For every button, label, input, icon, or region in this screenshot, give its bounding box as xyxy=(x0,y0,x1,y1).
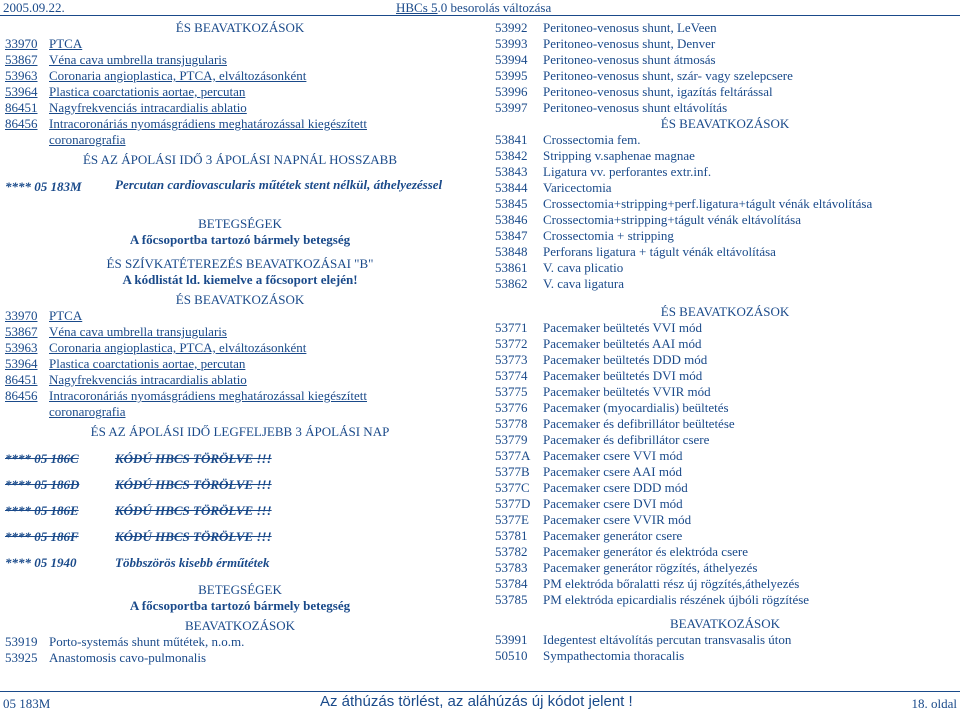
procedure-name: Coronaria angioplastica, PTCA, elváltozásonként xyxy=(49,340,307,355)
procedure-code: 86451 xyxy=(5,372,38,387)
code-row xyxy=(495,336,955,352)
procedure-name: Pacemaker beültetés VVIR mód xyxy=(543,384,711,399)
procedure-name: Plastica coarctationis aortae, percutan xyxy=(49,84,246,99)
procedure-code: 53993 xyxy=(495,36,528,51)
procedure-code: 53995 xyxy=(495,68,528,83)
procedure-name: Pacemaker és defibrillátor beültetése xyxy=(543,416,735,431)
procedure-name: Peritoneo-venosus shunt eltávolítás xyxy=(543,100,728,115)
code-row xyxy=(5,634,475,650)
header-divider xyxy=(0,15,960,16)
procedure-name: Pacemaker csere VVI mód xyxy=(543,448,683,463)
diseases-heading: BETEGSÉGEK xyxy=(198,582,282,597)
code-row xyxy=(495,228,955,244)
procedure-code xyxy=(5,132,49,148)
code-row xyxy=(5,100,475,116)
procedure-code: 5377D xyxy=(495,496,531,511)
section-heading: ÉS BEAVATKOZÁSOK xyxy=(175,20,305,35)
procedure-code: 53867 xyxy=(5,324,38,339)
procedure-code: 53843 xyxy=(495,164,528,179)
procedure-name: Pacemaker beültetés DDD mód xyxy=(543,352,708,367)
procedure-code: 53867 xyxy=(5,52,38,67)
code-list-note: A kódlistát ld. kiemelve a főcsoport elején! xyxy=(122,272,358,287)
hbcs-description: Többszörös kisebb érműtétek xyxy=(115,555,270,570)
procedure-code: 53994 xyxy=(495,52,528,67)
code-list xyxy=(495,20,955,116)
procedure-code: 53779 xyxy=(495,432,528,447)
procedure-code: 86456 xyxy=(5,116,38,131)
code-row xyxy=(5,324,475,340)
procedure-name: Peritoneo-venosus shunt, Denver xyxy=(543,36,716,51)
procedure-name: Pacemaker beültetés AAI mód xyxy=(543,336,702,351)
code-list xyxy=(495,320,955,608)
code-row xyxy=(5,308,475,324)
procedure-code: 53991 xyxy=(495,632,528,647)
procedure-code: 53844 xyxy=(495,180,528,195)
procedure-name: coronarografia xyxy=(49,132,126,147)
code-row xyxy=(495,528,955,544)
code-row xyxy=(495,100,955,116)
procedure-code: 53862 xyxy=(495,276,528,291)
procedure-name: Stripping v.saphenae magnae xyxy=(543,148,695,163)
procedures-heading: BEAVATKOZÁSOK xyxy=(184,618,296,633)
code-row xyxy=(5,68,475,84)
code-row xyxy=(5,116,475,132)
procedure-code: 53996 xyxy=(495,84,528,99)
procedure-name: Peritoneo-venosus shunt átmosás xyxy=(543,52,716,67)
procedure-code: 53919 xyxy=(5,634,38,649)
code-row xyxy=(495,560,955,576)
procedure-name: Pacemaker csere AAI mód xyxy=(543,464,682,479)
procedure-name: Sympathectomia thoracalis xyxy=(543,648,685,663)
procedure-name: Peritoneo-venosus shunt, igazítás feltárással xyxy=(543,84,773,99)
diseases-heading: BETEGSÉGEK xyxy=(198,216,282,231)
procedure-name: Pacemaker generátor rögzítés, áthelyezés xyxy=(543,560,758,575)
section-heading: ÉS BEAVATKOZÁSOK xyxy=(175,292,305,307)
header-title-rest: .0 besorolás változása xyxy=(437,0,552,15)
page-number: 18. oldal xyxy=(911,696,957,711)
code-row xyxy=(495,212,955,228)
section-heading: ÉS BEAVATKOZÁSOK xyxy=(660,116,790,131)
procedure-code: 53774 xyxy=(495,368,528,383)
procedure-name: Idegentest eltávolítás percutan transvasalis úton xyxy=(543,632,792,647)
code-row xyxy=(5,36,475,52)
procedure-name: Pacemaker beültetés DVI mód xyxy=(543,368,703,383)
procedure-code: 53963 xyxy=(5,68,38,83)
code-row xyxy=(5,650,475,666)
code-row xyxy=(5,340,475,356)
code-row xyxy=(495,448,955,464)
hbcs-description: KÓDÚ HBCS TÖRÖLVE !!! xyxy=(115,529,272,544)
code-row xyxy=(495,196,955,212)
procedure-name: Pacemaker és defibrillátor csere xyxy=(543,432,710,447)
procedure-code: 53772 xyxy=(495,336,528,351)
procedure-code: 53963 xyxy=(5,340,38,355)
right-column xyxy=(495,20,955,664)
procedure-code: 5377B xyxy=(495,464,530,479)
code-row xyxy=(5,404,475,420)
procedure-name: Ligatura vv. perforantes extr.inf. xyxy=(543,164,712,179)
hbcs-code: **** 05 1940 xyxy=(5,555,77,570)
code-row xyxy=(495,320,955,336)
code-row xyxy=(5,84,475,100)
procedure-code: 53773 xyxy=(495,352,528,367)
procedure-code: 53845 xyxy=(495,196,528,211)
code-row xyxy=(495,148,955,164)
procedure-name: Porto-systemás shunt műtétek, n.o.m. xyxy=(49,634,245,649)
procedure-code: 5377A xyxy=(495,448,531,463)
code-list xyxy=(495,632,955,664)
code-row xyxy=(495,432,955,448)
deleted-hbcs-entry xyxy=(5,474,475,496)
section-heading: ÉS BEAVATKOZÁSOK xyxy=(660,304,790,319)
procedure-name: Pacemaker generátor csere xyxy=(543,528,683,543)
hbcs-code: **** 05 186E xyxy=(5,503,79,518)
procedure-name: Perforans ligatura + tágult vénák eltávolítása xyxy=(543,244,776,259)
code-row xyxy=(495,20,955,36)
footer-divider xyxy=(0,691,960,692)
procedure-code: 5377E xyxy=(495,512,529,527)
procedure-code: 53964 xyxy=(5,84,38,99)
procedure-name: PM elektróda bőralatti rész új rögzítés,áthelyezés xyxy=(543,576,800,591)
procedure-name: PM elektróda epicardialis részének újbóli rögzítése xyxy=(543,592,810,607)
catheter-heading: ÉS SZÍVKATÉTEREZÉS BEAVATKOZÁSAI "B" xyxy=(106,256,374,271)
hbcs-code: **** 05 183M xyxy=(5,179,82,194)
diseases-note: A főcsoportba tartozó bármely betegség xyxy=(129,232,351,247)
procedure-name: Peritoneo-venosus shunt, szár- vagy szelepcsere xyxy=(543,68,793,83)
code-row xyxy=(495,464,955,480)
code-list xyxy=(495,132,955,292)
procedure-code: 53847 xyxy=(495,228,528,243)
diseases-note: A főcsoportba tartozó bármely betegség xyxy=(129,598,351,613)
procedure-code: 53964 xyxy=(5,356,38,371)
code-list xyxy=(5,36,475,148)
code-row xyxy=(495,36,955,52)
procedure-code: 53778 xyxy=(495,416,528,431)
procedure-code: 53785 xyxy=(495,592,528,607)
procedure-name: Intracoronáriás nyomásgrádiens meghatározással kiegészített xyxy=(49,388,368,403)
header-date: 2005.09.22. xyxy=(3,0,65,15)
code-row xyxy=(495,480,955,496)
procedure-code: 33970 xyxy=(5,36,38,51)
code-row xyxy=(495,84,955,100)
procedure-name: Nagyfrekvenciás intracardialis ablatio xyxy=(49,100,247,115)
footer-code: 05 183M xyxy=(3,696,51,711)
page-footer xyxy=(0,691,960,714)
procedure-name: Pacemaker beültetés VVI mód xyxy=(543,320,702,335)
procedure-code: 53848 xyxy=(495,244,528,259)
code-row xyxy=(495,276,955,292)
procedure-code: 53846 xyxy=(495,212,528,227)
procedure-code: 53783 xyxy=(495,560,528,575)
procedure-code: 53776 xyxy=(495,400,528,415)
code-row xyxy=(495,244,955,260)
procedure-name: Plastica coarctationis aortae, percutan xyxy=(49,356,246,371)
deleted-hbcs-entry xyxy=(5,448,475,470)
procedure-name: Varicectomia xyxy=(543,180,612,195)
procedure-name: Nagyfrekvenciás intracardialis ablatio xyxy=(49,372,247,387)
procedure-name: Pacemaker csere DVI mód xyxy=(543,496,683,511)
procedure-name: V. cava plicatio xyxy=(543,260,624,275)
procedure-code: 86451 xyxy=(5,100,38,115)
procedure-name: Crossectomia fem. xyxy=(543,132,641,147)
hbcs-entry xyxy=(5,552,475,574)
code-row xyxy=(495,400,955,416)
procedure-name: Pacemaker csere VVIR mód xyxy=(543,512,692,527)
procedure-code: 53782 xyxy=(495,544,528,559)
procedure-code: 53997 xyxy=(495,100,528,115)
procedure-name: Véna cava umbrella transjugularis xyxy=(49,52,227,67)
code-row xyxy=(495,352,955,368)
procedure-name: Peritoneo-venosus shunt, LeVeen xyxy=(543,20,717,35)
condition-note: ÉS AZ ÁPOLÁSI IDŐ LEGFELJEBB 3 ÁPOLÁSI NAP xyxy=(90,424,390,439)
procedure-name: Pacemaker csere DDD mód xyxy=(543,480,688,495)
procedure-code: 53775 xyxy=(495,384,528,399)
code-row xyxy=(5,132,475,148)
code-list xyxy=(5,634,475,666)
header-title-prefix: HBCs 5 xyxy=(396,0,438,15)
code-row xyxy=(495,260,955,276)
procedure-code: 33970 xyxy=(5,308,38,323)
code-row xyxy=(495,384,955,400)
code-row xyxy=(495,576,955,592)
code-row xyxy=(495,164,955,180)
procedure-name: Crossectomia+stripping+tágult vénák eltávolítása xyxy=(543,212,801,227)
hbcs-code: **** 05 186F xyxy=(5,529,79,544)
code-row xyxy=(495,544,955,560)
code-list xyxy=(5,308,475,420)
hbcs-code: **** 05 186D xyxy=(5,477,80,492)
code-row xyxy=(495,416,955,432)
procedure-code: 53771 xyxy=(495,320,528,335)
hbcs-code: **** 05 186C xyxy=(5,451,79,466)
code-row xyxy=(5,388,475,404)
left-column xyxy=(5,20,475,666)
code-row xyxy=(495,592,955,608)
procedure-code: 53841 xyxy=(495,132,528,147)
procedure-code xyxy=(5,404,49,420)
header-title xyxy=(396,0,551,16)
code-row xyxy=(5,356,475,372)
code-row xyxy=(495,512,955,528)
deleted-list xyxy=(5,448,475,552)
procedure-name: V. cava ligatura xyxy=(543,276,624,291)
code-row xyxy=(495,496,955,512)
code-row xyxy=(495,132,955,148)
procedure-code: 53784 xyxy=(495,576,528,591)
procedure-name: PTCA xyxy=(49,308,83,323)
footer-legend: Az áthúzás törlést, az aláhúzás új kódot jelent ! xyxy=(320,693,633,710)
procedure-name: PTCA xyxy=(49,36,83,51)
hbcs-description: KÓDÚ HBCS TÖRÖLVE !!! xyxy=(115,451,272,466)
procedure-name: Crossectomia+stripping+perf.ligatura+tágult vénák eltávolítása xyxy=(543,196,873,211)
procedure-name: Crossectomia + stripping xyxy=(543,228,674,243)
deleted-hbcs-entry xyxy=(5,526,475,548)
procedure-name: Coronaria angioplastica, PTCA, elváltozásonként xyxy=(49,68,307,83)
code-row xyxy=(5,372,475,388)
procedure-name: Intracoronáriás nyomásgrádiens meghatározással kiegészített xyxy=(49,116,368,131)
hbcs-entry xyxy=(5,176,475,216)
procedure-code: 53925 xyxy=(5,650,38,665)
condition-note: ÉS AZ ÁPOLÁSI IDŐ 3 ÁPOLÁSI NAPNÁL HOSSZABB xyxy=(82,152,398,167)
code-row xyxy=(495,648,955,664)
procedure-code: 53861 xyxy=(495,260,528,275)
procedure-name: Véna cava umbrella transjugularis xyxy=(49,324,227,339)
procedure-code: 50510 xyxy=(495,648,528,663)
procedure-code: 86456 xyxy=(5,388,38,403)
code-row xyxy=(495,180,955,196)
procedure-name: Anastomosis cavo-pulmonalis xyxy=(49,650,207,665)
deleted-hbcs-entry xyxy=(5,500,475,522)
procedure-name: Pacemaker generátor és elektróda csere xyxy=(543,544,748,559)
procedure-code: 53781 xyxy=(495,528,528,543)
procedure-name: coronarografia xyxy=(49,404,126,419)
procedure-code: 53992 xyxy=(495,20,528,35)
code-row xyxy=(5,52,475,68)
hbcs-description: KÓDÚ HBCS TÖRÖLVE !!! xyxy=(115,503,272,518)
code-row xyxy=(495,368,955,384)
hbcs-description: Percutan cardiovascularis műtétek stent nélkül, áthelyezéssel xyxy=(115,177,443,192)
code-row xyxy=(495,68,955,84)
procedure-code: 5377C xyxy=(495,480,530,495)
procedure-code: 53842 xyxy=(495,148,528,163)
page-header xyxy=(0,0,960,16)
code-row xyxy=(495,632,955,648)
procedures-heading: BEAVATKOZÁSOK xyxy=(669,616,781,631)
code-row xyxy=(495,52,955,68)
hbcs-description: KÓDÚ HBCS TÖRÖLVE !!! xyxy=(115,477,272,492)
procedure-name: Pacemaker (myocardialis) beültetés xyxy=(543,400,729,415)
